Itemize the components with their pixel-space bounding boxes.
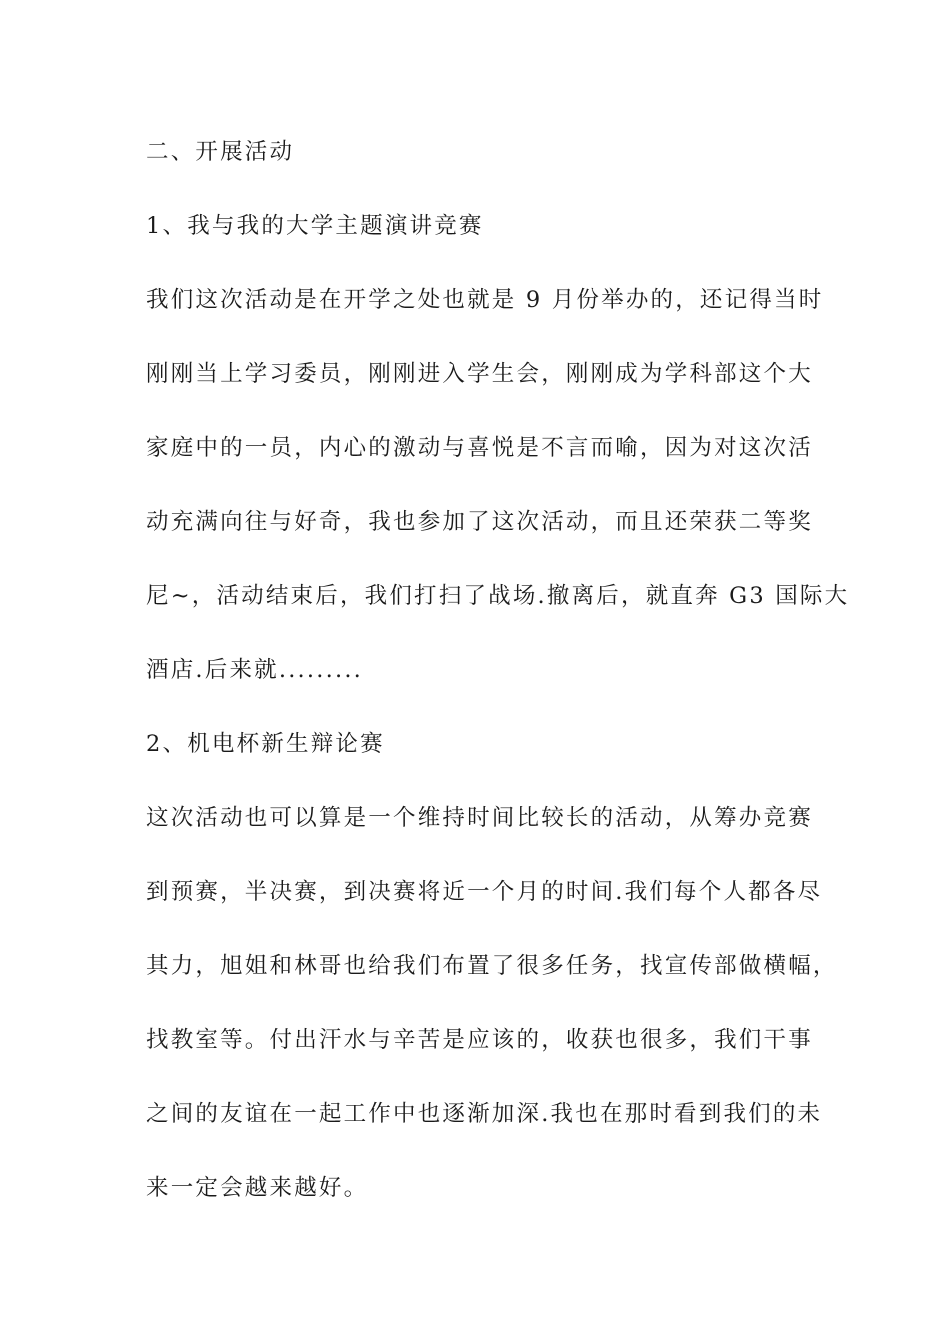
paragraph-line: 到预赛，半决赛，到决赛将近一个月的时间.我们每个人都各尽 [146, 879, 823, 905]
subsection-heading-1: 1、我与我的大学主题演讲竞赛 [146, 213, 484, 239]
section-heading: 二、开展活动 [146, 139, 295, 165]
subsection-heading-2: 2、机电杯新生辩论赛 [146, 731, 385, 757]
paragraph-line: 酒店.后来就......... [146, 657, 364, 683]
paragraph-line: 尼~，活动结束后，我们打扫了战场.撤离后，就直奔 G3 国际大 [146, 583, 850, 609]
paragraph-line: 这次活动也可以算是一个维持时间比较长的活动，从筹办竞赛 [146, 805, 813, 831]
paragraph-line: 之间的友谊在一起工作中也逐渐加深.我也在那时看到我们的未 [146, 1101, 823, 1127]
paragraph-line: 找教室等。付出汗水与辛苦是应该的，收获也很多，我们干事 [146, 1027, 813, 1053]
paragraph-line: 其力，旭姐和林哥也给我们布置了很多任务，找宣传部做横幅， [146, 953, 838, 979]
paragraph-line: 动充满向往与好奇，我也参加了这次活动，而且还荣获二等奖 [146, 509, 813, 535]
paragraph-line: 刚刚当上学习委员，刚刚进入学生会，刚刚成为学科部这个大 [146, 361, 813, 387]
paragraph-line: 我们这次活动是在开学之处也就是 9 月份举办的，还记得当时 [146, 287, 824, 313]
paragraph-line: 来一定会越来越好。 [146, 1175, 369, 1201]
paragraph-line: 家庭中的一员，内心的激动与喜悦是不言而喻，因为对这次活 [146, 435, 813, 461]
